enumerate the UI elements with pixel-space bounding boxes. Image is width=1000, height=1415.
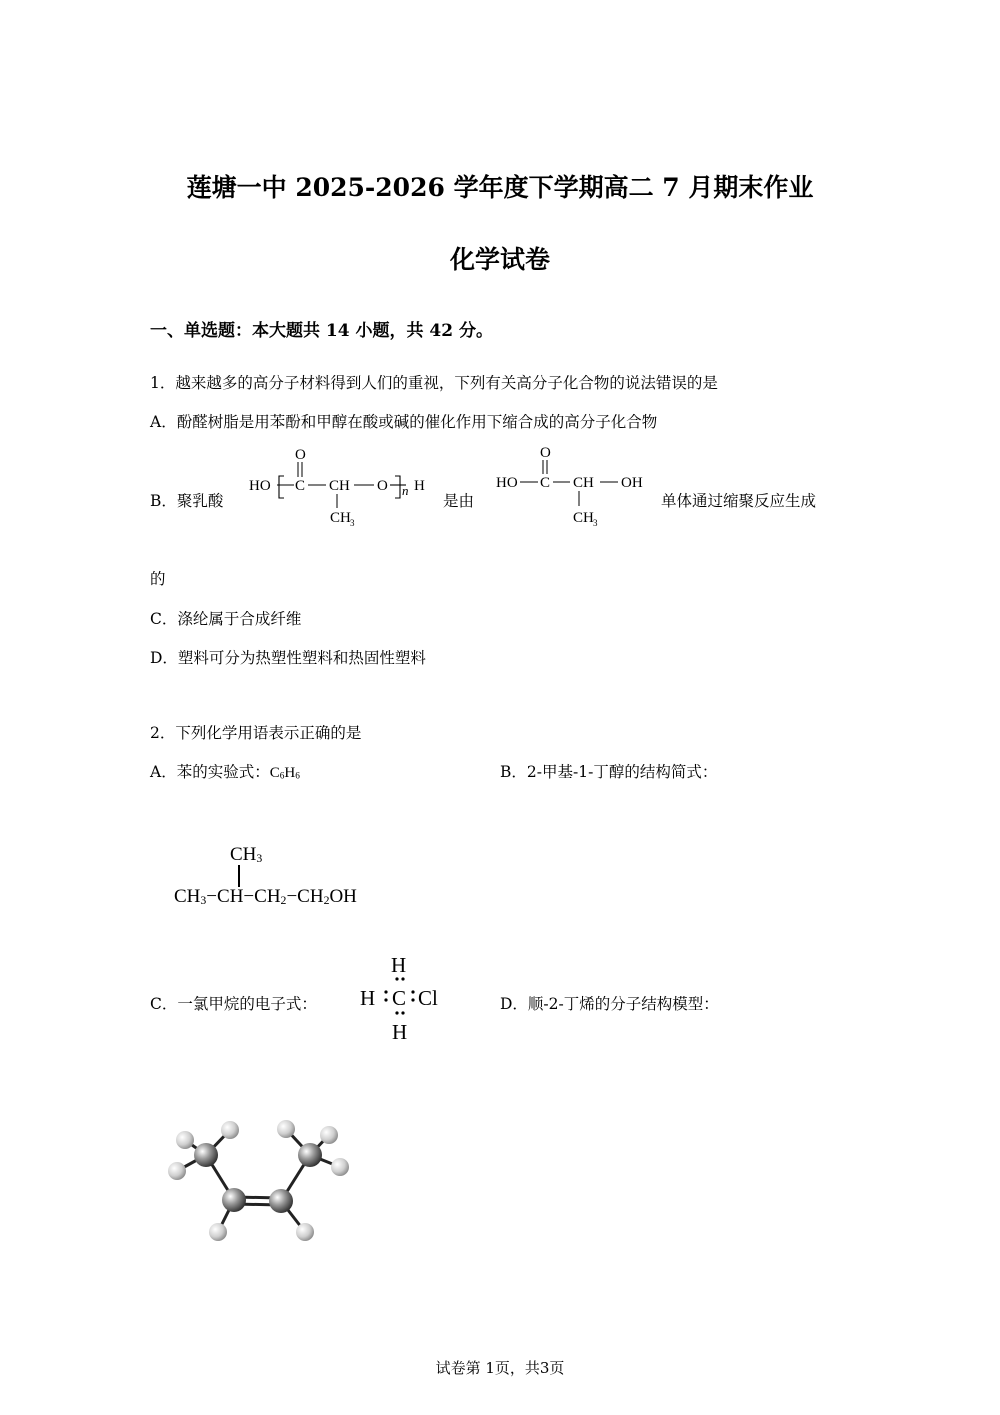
page-title: 莲塘一中 2025-2026 学年度下学期高二 7 月期末作业 <box>186 173 814 202</box>
question-1-option-b-prefix: B．聚乳酸 <box>150 492 224 510</box>
page-subtitle: 化学试卷 <box>449 245 550 274</box>
polymer-n: n <box>402 483 409 498</box>
question-2-option-a <box>150 760 300 782</box>
question-2-option-c-label: C．一氯甲烷的电子式： <box>150 995 317 1013</box>
monomer-carbonyl-o: O <box>540 445 551 461</box>
branch-bond <box>238 865 240 887</box>
electron-formula-h-bottom: H <box>392 1020 408 1044</box>
monomer-carbonyl-c: C <box>540 475 551 491</box>
polylactic-acid-structure <box>246 442 436 534</box>
polymer-methyl-subscript: 3 <box>350 518 355 528</box>
electron-formula-c: C <box>392 986 407 1010</box>
electron-formula-cl: Cl <box>418 986 438 1010</box>
question-2-option-a-label: A．苯的实验式： <box>150 763 270 781</box>
monomer-oh: OH <box>621 475 643 491</box>
polymer-ho: HO <box>249 478 271 494</box>
section-heading: 一、单选题：本大题共 14 小题，共 42 分。 <box>150 321 493 341</box>
polymer-carbonyl-c: C <box>295 478 306 494</box>
question-1-option-b-suffix: 单体通过缩聚反应生成 <box>661 492 817 510</box>
question-2-option-b-label: B．2-甲基-1-丁醇的结构简式： <box>500 763 718 781</box>
methyl-branch: $CH_3$ <box>230 844 263 865</box>
question-1-option-a: A．酚醛树脂是用苯酚和甲醇在酸或碱的催化作用下缩合成的高分子化合物 <box>150 413 658 431</box>
polymer-h: H <box>414 478 425 494</box>
monomer-ch: CH <box>573 475 594 491</box>
polymer-carbonyl-o: O <box>295 447 306 463</box>
page-footer: 试卷第 1页，共3页 <box>435 1359 565 1377</box>
question-2-option-d-label: D．顺-2-丁烯的分子结构模型： <box>500 995 719 1013</box>
monomer-methyl-subscript: 3 <box>593 518 598 528</box>
question-1-option-d: D．塑料可分为热塑性塑料和热固性塑料 <box>150 649 426 667</box>
polymer-ether-o: O <box>377 478 388 494</box>
polymer-methyl: CH <box>330 510 351 526</box>
chloromethane-electron-formula <box>356 950 456 1046</box>
monomer-ho: HO <box>496 475 518 491</box>
question-1-option-b-mid: 是由 <box>443 492 475 510</box>
cis-2-butene-ball-stick-model <box>160 1112 360 1247</box>
model-carbon-atoms <box>194 1143 322 1213</box>
benzene-empirical-formula: $C_6H_6$ <box>269 765 300 782</box>
lactic-acid-structure <box>493 442 653 534</box>
model-hydrogen-atoms <box>168 1120 349 1241</box>
polymer-ch: CH <box>329 478 350 494</box>
electron-formula-h-left: H <box>360 986 376 1010</box>
butanol-main-chain: $CH_3-CH-CH_2-CH_2OH$ <box>174 886 357 907</box>
question-1-option-c: C．涤纶属于合成纤维 <box>150 610 302 628</box>
question-1-stem: 1．越来越多的高分子材料得到人们的重视，下列有关高分子化合物的说法错误的是 <box>150 374 718 392</box>
electron-formula-h-top: H <box>391 953 407 977</box>
question-1-option-b-wrap: 的 <box>150 570 166 588</box>
monomer-methyl: CH <box>573 510 594 526</box>
question-2-stem: 2．下列化学用语表示正确的是 <box>150 724 362 742</box>
